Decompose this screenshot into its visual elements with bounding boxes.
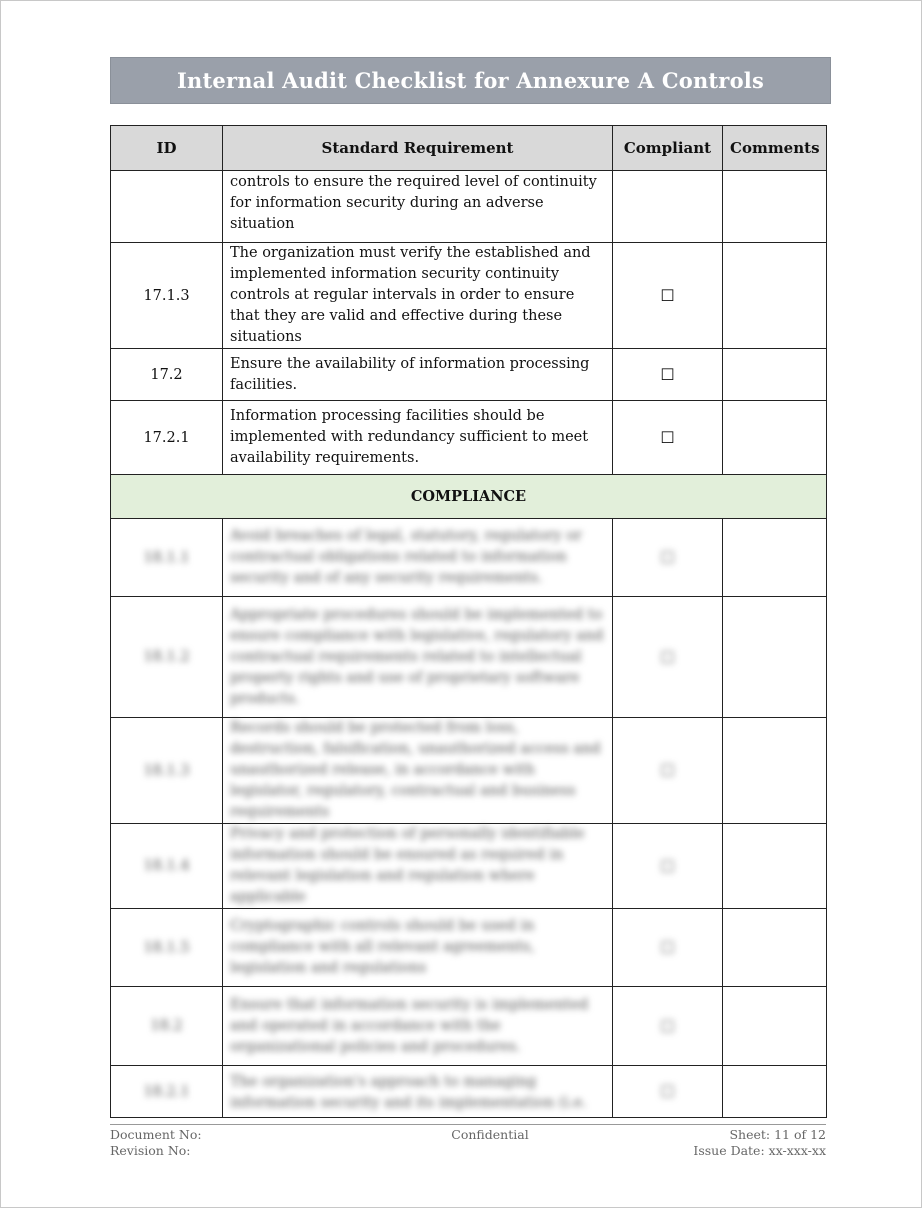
row-requirement: Privacy and protection of personally identifiable information should be ensured as required in relevant legislation and regulation where applicable (223, 824, 613, 909)
comments-cell[interactable] (723, 349, 827, 401)
row-requirement: Appropriate procedures should be implemented to ensure compliance with legislative, regulatory and contractual requirements related to intellectual property rights and use of proprietary software products. (223, 597, 613, 718)
title-banner (110, 57, 831, 104)
table-row (111, 519, 827, 597)
table-row (111, 401, 827, 475)
footer-right (693, 1127, 826, 1159)
table-row (111, 824, 827, 909)
table-row (111, 243, 827, 349)
row-requirement: Avoid breaches of legal, statutory, regulatory or contractual obligations related to information security and of any security requirements. (223, 519, 613, 597)
compliant-checkbox[interactable]: ☐ (613, 1066, 723, 1118)
row-requirement: Ensure the availability of information processing facilities. (223, 349, 613, 401)
row-id: 18.2.1 (111, 1066, 223, 1118)
row-requirement: The organization's approach to managing information security and its implementation (i.e. (223, 1066, 613, 1118)
compliant-checkbox[interactable]: ☐ (613, 401, 723, 475)
row-id: 17.1.3 (111, 243, 223, 349)
row-requirement: Cryptographic controls should be used in compliance with all relevant agreements, legislation and regulations (223, 909, 613, 987)
compliant-checkbox[interactable]: ☐ (613, 987, 723, 1066)
comments-cell[interactable] (723, 718, 827, 824)
table-row (111, 718, 827, 824)
comments-cell[interactable] (723, 401, 827, 475)
table-row (111, 1066, 827, 1118)
row-requirement: The organization must verify the established and implemented information security continuity controls at regular intervals in order to ensure that they are valid and effective during these situations (223, 243, 613, 349)
row-id: 18.1.4 (111, 824, 223, 909)
row-id: 18.1.5 (111, 909, 223, 987)
row-id: 17.2.1 (111, 401, 223, 475)
compliant-checkbox[interactable]: ☐ (613, 597, 723, 718)
compliant-checkbox[interactable]: ☐ (613, 909, 723, 987)
section-title-compliance: COMPLIANCE (111, 475, 827, 519)
page-footer (110, 1124, 826, 1158)
comments-cell[interactable] (723, 824, 827, 909)
section-header-row (111, 475, 827, 519)
audit-checklist-table (110, 125, 827, 1118)
document-number-label: Document No: (110, 1127, 202, 1142)
row-id: 18.1.2 (111, 597, 223, 718)
comments-cell[interactable] (723, 171, 827, 243)
row-requirement: controls to ensure the required level of continuity for information security during an adverse situation (223, 171, 613, 243)
compliant-checkbox[interactable]: ☐ (613, 824, 723, 909)
page-title: Internal Audit Checklist for Annexure A Controls (177, 68, 764, 93)
row-id: 18.1.1 (111, 519, 223, 597)
issue-date: Issue Date: xx-xxx-xx (693, 1143, 826, 1158)
comments-cell[interactable] (723, 243, 827, 349)
row-requirement: Ensure that information security is implemented and operated in accordance with the organizational policies and procedures. (223, 987, 613, 1066)
row-id: 17.2 (111, 349, 223, 401)
row-id: 18.2 (111, 987, 223, 1066)
comments-cell[interactable] (723, 987, 827, 1066)
compliant-checkbox[interactable]: ☐ (613, 519, 723, 597)
header-compliant: Compliant (613, 126, 723, 171)
table-header-row (111, 126, 827, 171)
table-row (111, 171, 827, 243)
compliant-checkbox[interactable]: ☐ (613, 243, 723, 349)
header-comments: Comments (723, 126, 827, 171)
comments-cell[interactable] (723, 519, 827, 597)
table-row (111, 597, 827, 718)
confidential-label: Confidential (451, 1127, 529, 1142)
compliant-checkbox[interactable]: ☐ (613, 718, 723, 824)
header-standard-requirement: Standard Requirement (223, 126, 613, 171)
sheet-number: Sheet: 11 of 12 (729, 1127, 826, 1142)
table-row (111, 987, 827, 1066)
row-id: 18.1.3 (111, 718, 223, 824)
comments-cell[interactable] (723, 597, 827, 718)
compliant-checkbox[interactable]: ☐ (613, 349, 723, 401)
row-id (111, 171, 223, 243)
row-requirement: Information processing facilities should be implemented with redundancy sufficient to meet availability requirements. (223, 401, 613, 475)
comments-cell[interactable] (723, 1066, 827, 1118)
comments-cell[interactable] (723, 909, 827, 987)
row-requirement: Records should be protected from loss, destruction, falsification, unauthorized access and unauthorized release, in accordance with legislator, regulatory, contractual and business requirements (223, 718, 613, 824)
table-row (111, 349, 827, 401)
revision-number-label: Revision No: (110, 1143, 191, 1158)
header-id: ID (111, 126, 223, 171)
table-row (111, 909, 827, 987)
compliant-cell (613, 171, 723, 243)
